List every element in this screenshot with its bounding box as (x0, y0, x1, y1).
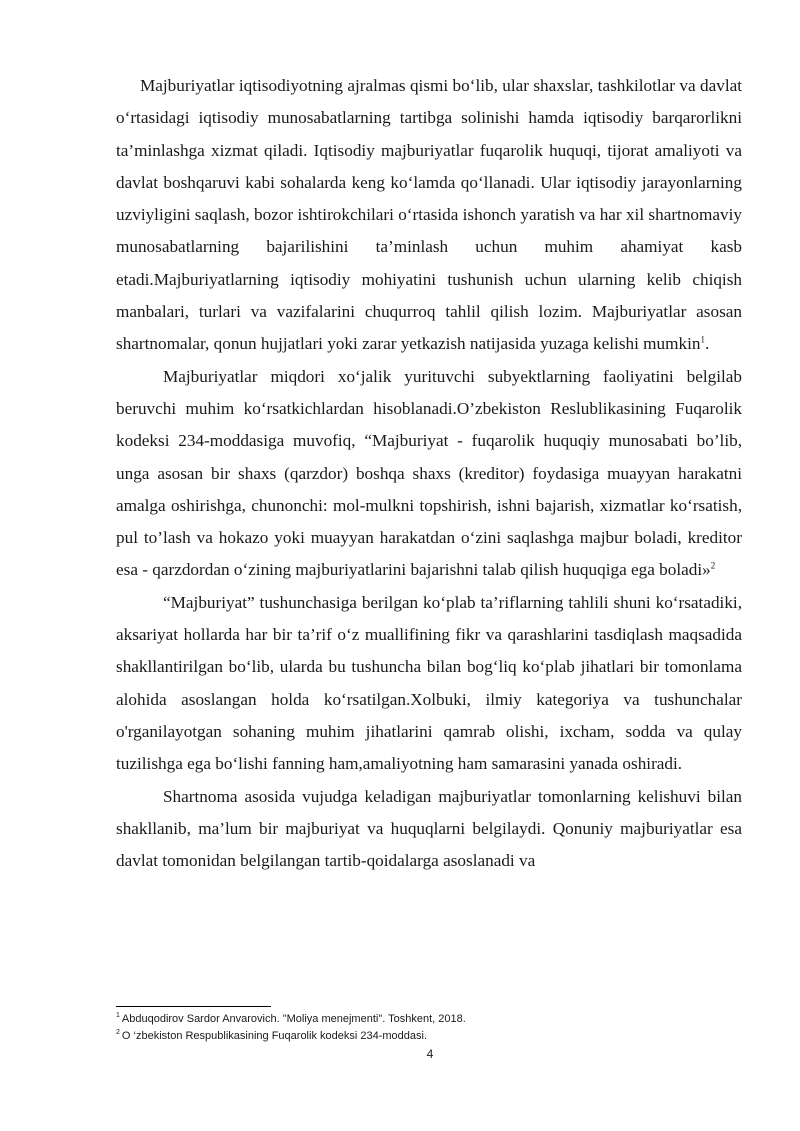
footnote-divider (116, 1006, 271, 1007)
paragraph-4 (116, 781, 742, 878)
footnote-ref-1: 1 (700, 334, 705, 345)
footnote-1-number: 1 (116, 1012, 120, 1020)
page-number: 4 (426, 1047, 434, 1061)
document-body (116, 70, 742, 877)
paragraph-3 (116, 587, 742, 781)
paragraph-1 (116, 70, 742, 361)
footnote-1 (116, 1011, 742, 1028)
paragraph-4-text: Shartnoma asosida vujudga keladigan majburiyatlar tomonlarning kelishuvi bilan shakllanib, ma’lum bir majburiyat va huquqlarni belgilaydi. Qonuniy majburiyatlar esa davlat tomonidan belgilangan tartib-qoidalarga asoslanadi va (116, 786, 742, 871)
paragraph-2-text: Majburiyatlar miqdori xo‘jalik yurituvchi subyektlarning faoliyatini belgilab beruvchi muhim ko‘rsatkichlardan hisoblanadi.O’zbekiston Reslublikasining Fuqarolik kodeksi 234-moddasiga muvofiq, “Majburiyat - fuqarolik huquqiy munosabati bo’lib, unga asosan bir shaxs (qarzdor) boshqa shaxs (kreditor) foydasiga muayyan harakatni amalga oshirishga, chunonchi: mol-mulkni topshirish, ishni bajarish, xizmatlar ko‘rsatish, pul to’lash va hokazo yoki muayyan harakatdan o‘zini saqlashga majbur boladi, kreditor esa - qarzdordan o‘zining majburiyatlarini bajarishni talab qilish huquqiga ega boladi» (116, 366, 742, 580)
footnote-ref-2: 2 (710, 560, 716, 571)
paragraph-1-end: . (704, 334, 710, 354)
footnote-2 (116, 1028, 742, 1045)
footnote-2-text: O ‘zbekiston Respublikasining Fuqarolik kodeksi 234-moddasi. (121, 1030, 428, 1042)
paragraph-2 (116, 361, 742, 587)
footnote-1-text: Abduqodirov Sardor Anvarovich. "Moliya menejmenti". Toshkent, 2018. (121, 1013, 466, 1025)
footnotes-section (116, 1006, 742, 1045)
paragraph-1-text: Majburiyatlar iqtisodiyotning ajralmas qismi bo‘lib, ular shaxslar, tashkilotlar va davlat o‘rtasidagi iqtisodiy munosabatlarning tartibga solinishi hamda iqtisodiy barqarorlikni ta’minlashga xizmat qiladi. Iqtisodiy majburiyatlar fuqarolik huquqi, tijorat amaliyoti va davlat boshqaruvi kabi sohalarda keng ko‘lamda qo‘llanadi. Ular iqtisodiy jarayonlarning uzviyligini saqlash, bozor ishtirokchilari o‘rtasida ishonch yaratish va har xil shartnomaviy munosabatlarning bajarilishini ta’minlash uchun muhim ahamiyat kasb etadi.Majburiyatlarning iqtisodiy mohiyatini tushunish uchun ularning kelib chiqish manbalari, turlari va vazifalarini chuqurroq tahlil qilish lozim. Majburiyatlar asosan shartnomalar, qonun hujjatlari yoki zarar yetkazish natijasida yuzaga kelishi mumkin (116, 76, 742, 354)
paragraph-3-text: “Majburiyat” tushunchasiga berilgan ko‘plab ta’riflarning tahlili shuni ko‘rsatadiki, aksariyat hollarda har bir ta’rif o‘z muallifining fikr va qarashlarini tasdiqlash maqsadida shakllantirilgan bo‘lib, ularda bu tushuncha bilan bog‘liq ko‘plab jihatlari bir tomonlama alohida asoslangan holda ko‘rsatilgan.Xolbuki, ilmiy kategoriya va tushunchalar o'rganilayotgan sohaning muhim jihatlarini qamrab olishi, ixcham, sodda va qulay tuzilishga ega bo‘lishi fanning ham,amaliyotning ham samarasini yanada oshiradi. (116, 592, 742, 774)
footnote-2-number: 2 (116, 1029, 120, 1037)
